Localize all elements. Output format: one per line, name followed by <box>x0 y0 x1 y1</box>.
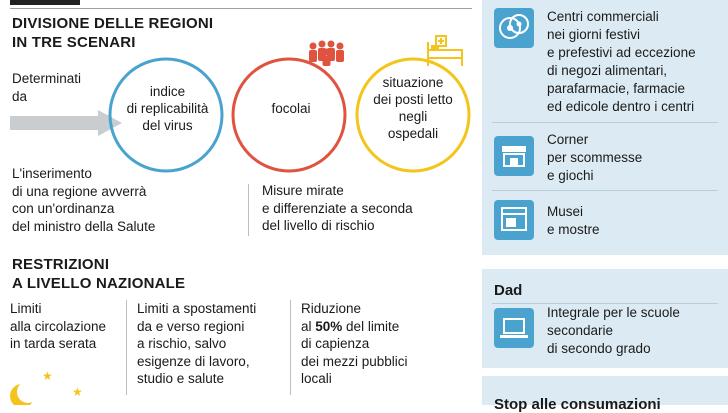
right-text-line: per scommesse <box>547 150 643 165</box>
insertion-line: di una regione avverrà <box>12 183 147 199</box>
determined-by-line: da <box>12 88 28 104</box>
restriction-line: studio e salute <box>137 371 225 386</box>
dad-title: Dad <box>494 282 523 299</box>
scenarios-title-line: IN TRE SCENARI <box>12 34 136 51</box>
right-divider <box>492 190 718 191</box>
right-text-line: ed edicole dentro i centri <box>547 99 695 114</box>
restriction-line: esigenze di lavoro, <box>137 353 250 369</box>
hospital-beds-text <box>358 74 468 142</box>
measures-text <box>262 182 413 235</box>
storefront-icon <box>494 136 534 176</box>
restriction-line: Riduzione <box>301 301 362 316</box>
right-panel <box>482 0 728 413</box>
right-text-line: di secondo grado <box>547 341 651 356</box>
svg-text:★: ★ <box>72 385 83 399</box>
right-text-line: Musei <box>547 204 584 219</box>
outbreaks-text <box>236 100 346 117</box>
measures-line: e differenziate a seconda <box>262 200 413 216</box>
right-text-line: Corner <box>547 132 589 147</box>
capacity-suffix: del limite <box>342 318 400 334</box>
insertion-line: L'inserimento <box>12 166 92 181</box>
betting-corner-text <box>547 131 642 185</box>
section-gap <box>482 368 728 376</box>
restriction-line: a rischio, salvo <box>137 336 227 351</box>
insertion-line: con un'ordinanza <box>12 201 115 216</box>
circle-text-line: situazione <box>382 75 444 90</box>
right-text-line: e prefestivi ad eccezione <box>547 45 696 60</box>
right-text-line: di negozi alimentari, <box>547 63 668 78</box>
museums-text <box>547 203 600 239</box>
restriction-transport <box>301 300 476 388</box>
people-group-icon <box>305 40 349 68</box>
restriction-line-capacity <box>301 318 476 336</box>
restrictions-title-line: A LIVELLO NAZIONALE <box>12 275 186 292</box>
restrictions-title <box>12 255 185 293</box>
capacity-percent: 50% <box>315 318 343 334</box>
scenarios-title <box>12 14 213 52</box>
museum-window-icon <box>494 200 534 240</box>
scenarios-title-line: DIVISIONE DELLE REGIONI <box>12 15 214 32</box>
header-bar-fragment <box>10 0 80 5</box>
bottom-partial-title: Stop alle consumazioni <box>494 396 661 413</box>
determined-by-line: Determinati <box>12 71 82 86</box>
circle-text-line: ospedali <box>387 126 439 141</box>
column-divider <box>290 300 291 395</box>
circle-text-line: negli <box>398 109 428 124</box>
restrictions-title-line: RESTRIZIONI <box>12 256 110 273</box>
circle-text-line: dei posti letto <box>373 92 453 107</box>
circle-text-line: di replicabilità <box>126 101 209 116</box>
distance-learning-text <box>547 304 680 358</box>
restriction-line: alla circolazione <box>10 318 107 334</box>
right-text-line: parafarmacie, farmacie <box>547 81 686 96</box>
restriction-line: dei mezzi pubblici <box>301 353 408 369</box>
restriction-travel <box>137 300 287 388</box>
right-divider <box>492 122 718 123</box>
column-divider <box>126 300 127 395</box>
insertion-line: del ministro della Salute <box>12 218 156 234</box>
moon-stars-icon <box>6 368 92 405</box>
top-divider <box>10 8 472 9</box>
right-text-line: secondarie <box>547 323 614 338</box>
measures-line: del livello di rischio <box>262 218 375 233</box>
right-text-line: e mostre <box>547 222 600 237</box>
replicability-text <box>110 83 225 134</box>
laptop-icon <box>494 308 534 348</box>
restriction-line: in tarda serata <box>10 336 97 351</box>
capacity-prefix: al <box>301 318 316 334</box>
svg-text:★: ★ <box>42 369 53 383</box>
right-text-line: nei giorni festivi <box>547 27 641 42</box>
circle-text-line: del virus <box>142 118 193 133</box>
right-text-line: e giochi <box>547 168 594 183</box>
restriction-curfew <box>10 300 120 353</box>
restriction-line: Limiti a spostamenti <box>137 301 257 316</box>
circle-text-line: focolai <box>271 101 311 116</box>
restriction-line: da e verso regioni <box>137 318 245 334</box>
right-text-line: Centri commerciali <box>547 9 659 24</box>
column-divider <box>248 184 249 236</box>
right-text-line: Integrale per le scuole <box>547 305 680 320</box>
restriction-line: locali <box>301 371 332 386</box>
hospital-bed-icon <box>426 34 466 68</box>
determined-by-label <box>12 70 81 105</box>
measures-line: Misure mirate <box>262 183 344 198</box>
restriction-line: Limiti <box>10 301 42 316</box>
section-gap <box>482 255 728 269</box>
shopping-centers-text <box>547 8 725 116</box>
insertion-text <box>12 165 155 235</box>
cd-disc-icon <box>494 8 534 48</box>
restriction-line: di capienza <box>301 336 370 351</box>
circle-text-line: indice <box>149 84 186 99</box>
